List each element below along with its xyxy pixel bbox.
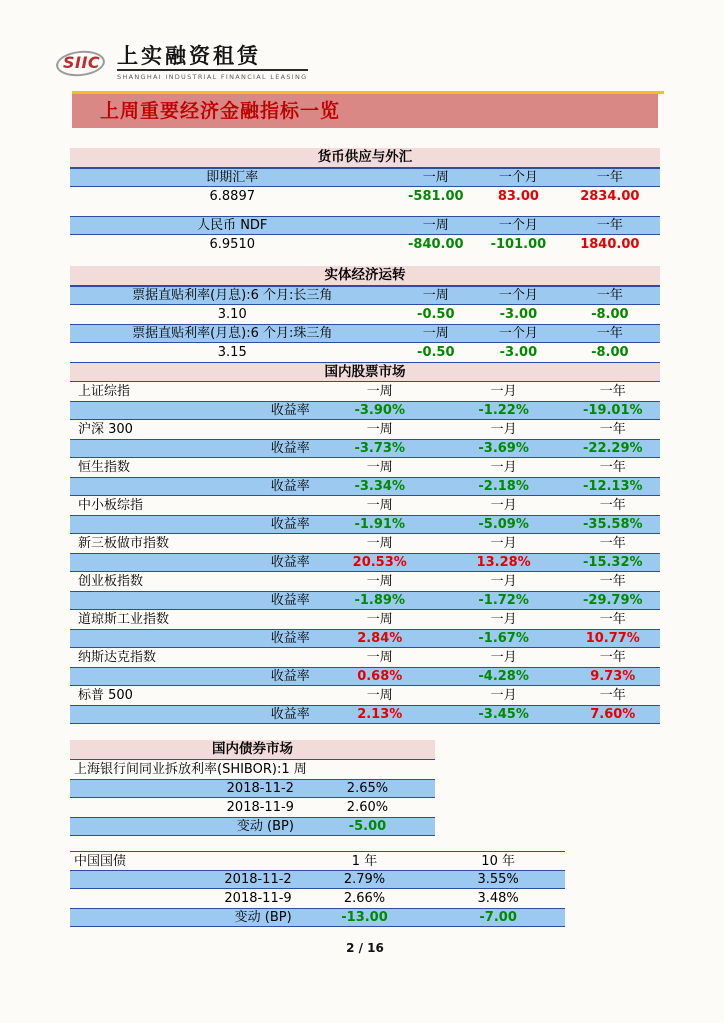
index-header-row	[70, 610, 660, 629]
table-cell: 一年	[599, 612, 626, 627]
change-row	[70, 908, 565, 927]
table-cell: -8.00	[591, 345, 629, 360]
table-cell: 1840.00	[580, 237, 640, 252]
yield-label: 收益率	[270, 441, 310, 456]
indicator-name: 新三板做市指数	[78, 536, 170, 551]
table-cell: -3.90%	[354, 403, 405, 418]
table-cell: 一年	[599, 422, 626, 437]
table-cell: 一周	[422, 326, 449, 341]
table-cell: 10.77%	[585, 631, 640, 646]
table-cell: -22.29%	[583, 441, 643, 456]
table-cell: 一个月	[498, 170, 538, 185]
table-cell: -3.73%	[354, 441, 405, 456]
table-money-supply-fx	[70, 148, 660, 254]
table-cell: 3.15	[217, 345, 247, 360]
table-cell: -5.00	[348, 819, 387, 834]
table-cell: 一周	[422, 170, 449, 185]
table-domestic-bond-market	[70, 740, 435, 836]
indicator-name: 沪深 300	[78, 422, 133, 437]
date-label: 2018-11-9	[226, 800, 294, 815]
table-cell: 一年	[599, 650, 626, 665]
table-cell: 一月	[490, 574, 517, 589]
table-cell: -0.50	[417, 345, 455, 360]
yield-label: 收益率	[270, 631, 310, 646]
index-header-row	[70, 534, 660, 553]
index-header-row	[70, 572, 660, 591]
table-cell: -1.72%	[478, 593, 529, 608]
table-cell: -19.01%	[583, 403, 643, 418]
table-cell: 一年	[599, 460, 626, 475]
table-cell: -101.00	[490, 237, 547, 252]
indicator-name: 人民币 NDF	[197, 218, 268, 233]
yield-label: 收益率	[270, 593, 310, 608]
company-name-en: SHANGHAI INDUSTRIAL FINANCIAL LEASING	[117, 73, 308, 81]
table-cell: -1.22%	[478, 403, 529, 418]
indicator-name: 纳斯达克指数	[78, 650, 157, 665]
report-body	[70, 128, 660, 927]
table-cell: 一年	[596, 326, 623, 341]
table-cell: 一月	[490, 498, 517, 513]
indicator-name: 道琼斯工业指数	[78, 612, 170, 627]
value-row	[70, 870, 565, 889]
column-header-row	[70, 324, 660, 343]
section-title: 实体经济运转	[324, 267, 406, 283]
table-cell: -1.89%	[354, 593, 405, 608]
date-label: 2018-11-2	[224, 872, 292, 887]
yield-label: 收益率	[270, 517, 310, 532]
page-title: 上周重要经济金融指标一览	[100, 100, 341, 122]
table-real-economy	[70, 266, 660, 362]
index-header-row	[70, 420, 660, 439]
table-cell: 2.66%	[343, 891, 386, 906]
table-cell: -7.00	[479, 910, 517, 925]
yield-row	[70, 629, 660, 648]
table-cell: 9.73%	[590, 669, 636, 684]
company-logo	[56, 44, 308, 81]
table-cell: 一月	[490, 688, 517, 703]
column-header-row	[70, 851, 565, 870]
table-cell: 一年	[596, 288, 623, 303]
section-header-row	[70, 740, 435, 760]
table-cell: 2.79%	[343, 872, 386, 887]
table-cell: -581.00	[408, 189, 464, 204]
table-cell: 10 年	[481, 853, 515, 869]
table-cell: 一周	[422, 218, 449, 233]
table-cell: 0.68%	[357, 669, 403, 684]
value-row	[70, 779, 435, 798]
yield-label: 收益率	[270, 555, 310, 570]
table-cell: 一年	[596, 170, 623, 185]
table-domestic-stock-market	[70, 362, 660, 724]
table-cell: 一年	[599, 688, 626, 703]
indicator-row	[70, 760, 435, 779]
table-cell: -3.69%	[478, 441, 529, 456]
table-cell: -8.00	[591, 307, 629, 322]
yield-row	[70, 705, 660, 724]
page-title-bar	[72, 94, 658, 128]
table-cell: -3.45%	[478, 707, 529, 722]
table-cell: -35.58%	[583, 517, 643, 532]
value-row	[70, 798, 435, 817]
table-cell: 一年	[599, 574, 626, 589]
table-cell: 一周	[366, 650, 393, 665]
indicator-name: 中国国债	[74, 853, 127, 869]
row-spacer	[70, 206, 660, 216]
yield-row	[70, 477, 660, 496]
value-row	[70, 343, 660, 362]
table-cell: -2.18%	[478, 479, 529, 494]
table-cell: 一年	[599, 498, 626, 513]
table-cell: -840.00	[408, 237, 464, 252]
table-cell: 一周	[422, 288, 449, 303]
table-cell: 一月	[490, 384, 517, 399]
yield-label: 收益率	[270, 669, 310, 684]
column-header-row	[70, 216, 660, 235]
indicator-name: 票据直贴利率(月息):6 个月:珠三角	[132, 326, 333, 341]
indicator-name: 中小板综指	[78, 498, 144, 513]
yield-label: 收益率	[270, 403, 310, 418]
table-cell: 一年	[596, 218, 623, 233]
table-cell: 20.53%	[352, 555, 407, 570]
yield-row	[70, 667, 660, 686]
table-cell: -13.00	[341, 910, 388, 925]
table-cell: 一周	[366, 422, 393, 437]
change-row	[70, 817, 435, 836]
table-cell: -29.79%	[583, 593, 643, 608]
table-cell: 一周	[366, 612, 393, 627]
table-cell: 一个月	[498, 218, 538, 233]
table-cell: 一月	[490, 460, 517, 475]
page-number: 2 / 16	[346, 941, 384, 955]
index-header-row	[70, 496, 660, 515]
value-row	[70, 889, 565, 908]
table-cell: -1.67%	[478, 631, 529, 646]
section-title: 货币供应与外汇	[317, 149, 413, 165]
logo-siic-text: SIIC	[63, 53, 101, 72]
table-cell: 一月	[490, 422, 517, 437]
section-header-row	[70, 266, 660, 286]
indicator-name: 票据直贴利率(月息):6 个月:长三角	[132, 288, 333, 303]
section-title: 国内股票市场	[324, 363, 406, 380]
table-cell: 一月	[490, 612, 517, 627]
yield-label: 收益率	[270, 707, 310, 722]
table-cell: 一周	[366, 574, 393, 589]
table-cell: 一周	[366, 688, 393, 703]
table-cell: -4.28%	[478, 669, 529, 684]
date-label: 2018-11-2	[226, 781, 294, 796]
yield-row	[70, 591, 660, 610]
section-header-row	[70, 362, 660, 382]
index-header-row	[70, 686, 660, 705]
table-cell: 3.55%	[477, 872, 519, 887]
table-cell: 一年	[599, 384, 626, 399]
date-label: 2018-11-9	[224, 891, 292, 906]
table-cell: 一周	[366, 460, 393, 475]
table-cell: 2.84%	[357, 631, 403, 646]
table-cell: -3.00	[499, 345, 538, 360]
table-cell: -1.91%	[354, 517, 405, 532]
yield-label: 收益率	[270, 479, 310, 494]
siic-logo-icon	[56, 49, 108, 79]
table-cell: -3.34%	[354, 479, 405, 494]
index-header-row	[70, 648, 660, 667]
table-cell: -5.09%	[478, 517, 529, 532]
table-cell: 7.60%	[590, 707, 636, 722]
table-cell: -0.50	[417, 307, 455, 322]
indicator-name: 上证综指	[78, 384, 131, 399]
table-cell: 一个月	[498, 326, 538, 341]
yield-row	[70, 401, 660, 420]
table-cell: 一月	[490, 650, 517, 665]
table-cell: 13.28%	[476, 555, 531, 570]
table-cell: 2.13%	[357, 707, 403, 722]
yield-row	[70, 439, 660, 458]
index-header-row	[70, 458, 660, 477]
value-row	[70, 187, 660, 206]
table-cell: 3.48%	[477, 891, 519, 906]
table-cell: 6.9510	[209, 237, 255, 252]
table-cell: 6.8897	[209, 189, 255, 204]
logo-text	[117, 44, 308, 81]
indicator-name: 上海银行间同业拆放利率(SHIBOR):1 周	[74, 762, 307, 777]
indicator-name: 标普 500	[78, 688, 133, 703]
change-label: 变动 (BP)	[234, 910, 292, 925]
table-cell: 2.60%	[346, 800, 389, 815]
table-cell: -12.13%	[583, 479, 643, 494]
table-cell: 一周	[366, 498, 393, 513]
section-header-row	[70, 148, 660, 168]
column-header-row	[70, 286, 660, 305]
value-row	[70, 305, 660, 324]
table-cell: 一年	[599, 536, 626, 551]
column-header-row	[70, 168, 660, 187]
table-cell: 2834.00	[580, 189, 640, 204]
indicator-name: 创业板指数	[78, 574, 144, 589]
value-row	[70, 235, 660, 254]
table-cell: -15.32%	[583, 555, 643, 570]
table-cell: 1 年	[351, 853, 378, 869]
indicator-name: 即期汇率	[206, 170, 259, 185]
index-header-row	[70, 382, 660, 401]
table-cell: -3.00	[499, 307, 538, 322]
yield-row	[70, 515, 660, 534]
table-cell: 一周	[366, 384, 393, 399]
table-cell: 一周	[366, 536, 393, 551]
section-title: 国内债券市场	[212, 741, 293, 757]
company-name-cn: 上实融资租赁	[117, 44, 308, 71]
table-cell: 一月	[490, 536, 517, 551]
table-cell: 2.65%	[346, 781, 389, 796]
yield-row	[70, 553, 660, 572]
table-china-treasury	[70, 851, 565, 927]
table-cell: 3.10	[217, 307, 247, 322]
change-label: 变动 (BP)	[236, 819, 294, 834]
indicator-name: 恒生指数	[78, 460, 131, 475]
table-cell: 83.00	[497, 189, 539, 204]
table-cell: 一个月	[498, 288, 538, 303]
